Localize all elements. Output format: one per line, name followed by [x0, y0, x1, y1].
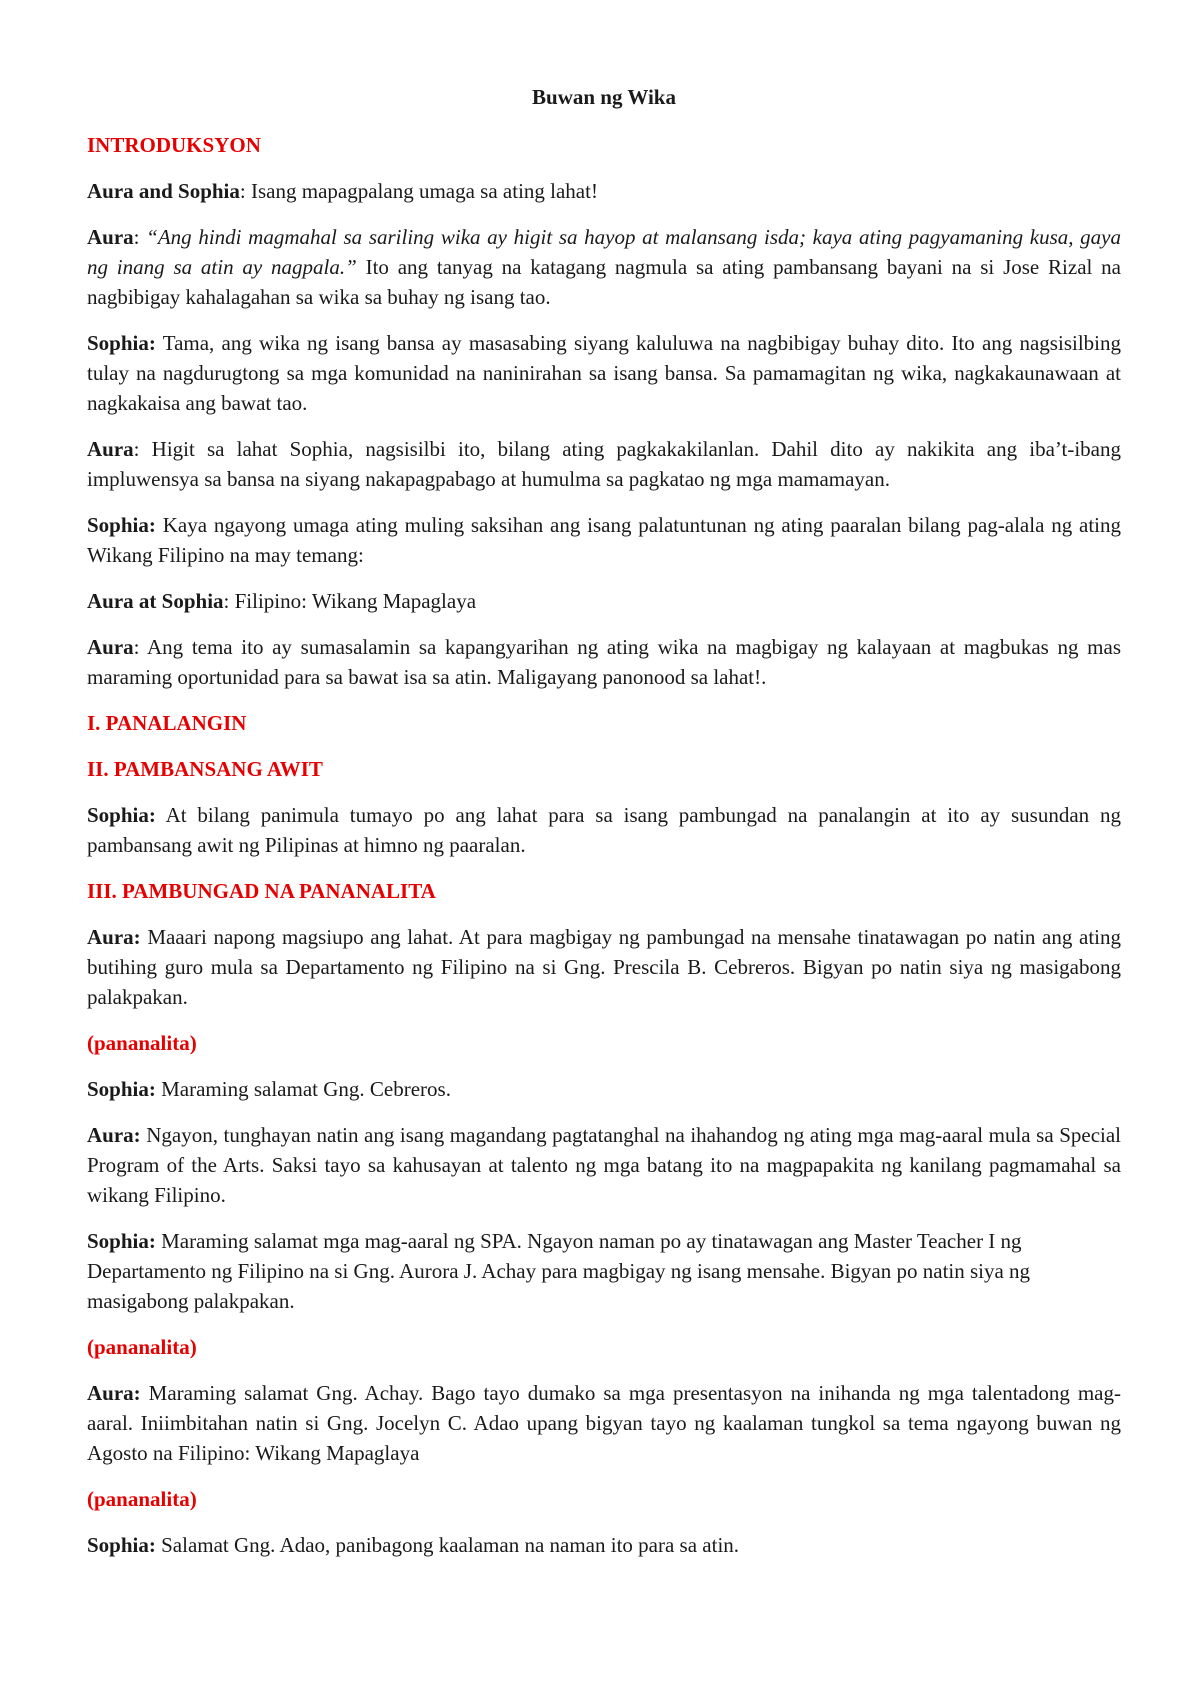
dialogue-paragraph [87, 176, 1121, 206]
dialogue-text: Maraming salamat Gng. Achay. Bago tayo dumako sa mga presentasyon na inihanda ng mga talentadong mag-aaral. Iniimbitahan natin si Gng. Jocelyn C. Adao upang bigyan tayo ng kaalaman tungkol sa tema ngayong buwan ng Agosto na Filipino: Wikang Mapaglaya [87, 1381, 1121, 1465]
speaker-label: Aura and Sophia [87, 179, 240, 203]
dialogue-text: Isang mapagpalang umaga sa ating lahat! [251, 179, 598, 203]
speaker-label: Aura [87, 437, 134, 461]
dialogue-text: Ngayon, tunghayan natin ang isang magandang pagtatanghal na ihahandog ng ating mga mag-aaral mula sa Special Program of the Arts. Saksi tayo sa kahusayan at talento ng mga batang ito na magpapakita ng kanilang pagmamahal sa wikang Filipino. [87, 1123, 1122, 1207]
dialogue-paragraph [87, 586, 1121, 616]
dialogue-text: Maraming salamat mga mag-aaral ng SPA. Ngayon naman po ay tinatawagan ang Master Teacher I ng Departamento ng Filipino na si Gng. Aurora J. Achay para magbigay ng isang mensahe. Bigyan po natin siya ng masigabong palakpakan. [87, 1229, 1031, 1313]
section-heading-pambansang-awit: II. PAMBANSANG AWIT [87, 757, 323, 781]
dialogue-text: Salamat Gng. Adao, panibagong kaalaman na naman ito para sa atin. [161, 1533, 740, 1557]
speaker-separator: : [133, 437, 152, 461]
dialogue-text: Ang tema ito ay sumasalamin sa kapangyarihan ng ating wika na magbigay ng kalayaan at magbukas ng mas maraming oportunidad para sa bawat isa sa atin. Maligayang panonood sa lahat!. [87, 635, 1121, 689]
speaker-label: Aura [87, 225, 134, 249]
speaker-label: Sophia: [87, 803, 156, 827]
dialogue-paragraph [87, 1226, 1121, 1316]
speaker-separator: : [133, 225, 147, 249]
speaker-separator [156, 803, 166, 827]
speaker-separator [156, 331, 163, 355]
dialogue-text: Maaari napong magsiupo ang lahat. At para magbigay ng pambungad na mensahe tinatawagan po natin ang ating butihing guro mula sa Departamento ng Filipino na si Gng. Prescila B. Cebreros. Bigyan po natin siya ng masigabong palakpakan. [87, 925, 1122, 1009]
dialogue-text: Tama, ang wika ng isang bansa ay masasabing siyang kaluluwa na nagbibigay buhay dito. Ito ang nagsisilbing tulay na nagdurugtong sa mga komunidad na naninirahan sa isang bansa. Sa pamamagitan ng wika, nagkakaunawaan at nagkakaisa ang bawat tao. [87, 331, 1121, 415]
dialogue-paragraph [87, 222, 1121, 312]
rizal-quote: “Ang hindi magmahal sa sariling wika ay higit sa hayop at malansang isda; kaya ating pagyamaning kusa, gaya ng inang sa atin ay nagpala.” [87, 225, 1121, 279]
speaker-separator [141, 1381, 149, 1405]
speaker-label: Aura: [87, 925, 141, 949]
pananalita-cue: (pananalita) [87, 1487, 197, 1511]
dialogue-paragraph [87, 632, 1121, 692]
section-heading-pambungad: III. PAMBUNGAD NA PANANALITA [87, 879, 436, 903]
speaker-separator [156, 513, 163, 537]
speaker-label: Sophia: [87, 1077, 156, 1101]
speaker-label: Aura: [87, 1381, 141, 1405]
speaker-label: Aura: [87, 1123, 141, 1147]
speaker-separator: : [223, 589, 235, 613]
dialogue-text: Filipino: Wikang Mapaglaya [234, 589, 477, 613]
dialogue-paragraph [87, 922, 1121, 1012]
speaker-label: Aura [87, 635, 134, 659]
speaker-label: Sophia: [87, 1229, 156, 1253]
dialogue-paragraph [87, 800, 1121, 860]
dialogue-text: Kaya ngayong umaga ating muling saksihan ang isang palatuntunan ng ating paaralan bilang pag-alala ng ating Wikang Filipino na may temang: [87, 513, 1122, 567]
dialogue-text: At bilang panimula tumayo po ang lahat para sa isang pambungad na panalangin at ito ay susundan ng pambansang awit ng Pilipinas at himno ng paaralan. [87, 803, 1122, 857]
speaker-label: Aura at Sophia [87, 589, 224, 613]
dialogue-paragraph [87, 1120, 1121, 1210]
dialogue-text: Ito ang tanyag na katagang nagmula sa ating pambansang bayani na si Jose Rizal na nagbibigay kahalagahan sa wika sa buhay ng isang tao. [87, 255, 1121, 309]
pananalita-cue: (pananalita) [87, 1031, 197, 1055]
speaker-label: Sophia: [87, 1533, 156, 1557]
dialogue-text: Maraming salamat Gng. Cebreros. [161, 1077, 451, 1101]
dialogue-paragraph [87, 510, 1121, 570]
speaker-label: Sophia: [87, 513, 156, 537]
document-body [87, 82, 1121, 1576]
section-heading-panalangin: I. PANALANGIN [87, 711, 247, 735]
document-title: Buwan ng Wika [532, 85, 676, 109]
speaker-separator: : [133, 635, 147, 659]
speaker-label: Sophia: [87, 331, 156, 355]
dialogue-text: Higit sa lahat Sophia, nagsisilbi ito, bilang ating pagkakakilanlan. Dahil dito ay nakikita ang iba’t-ibang impluwensya sa bansa na siyang nakapagpabago at humulma sa pagkatao ng mga mamamayan. [87, 437, 1121, 491]
dialogue-paragraph [87, 1530, 1121, 1560]
pananalita-cue: (pananalita) [87, 1335, 197, 1359]
speaker-separator: : [239, 179, 251, 203]
dialogue-paragraph [87, 1378, 1121, 1468]
dialogue-paragraph [87, 328, 1121, 418]
section-heading-introduksyon: INTRODUKSYON [87, 133, 261, 157]
dialogue-paragraph [87, 1074, 1121, 1104]
dialogue-paragraph [87, 434, 1121, 494]
